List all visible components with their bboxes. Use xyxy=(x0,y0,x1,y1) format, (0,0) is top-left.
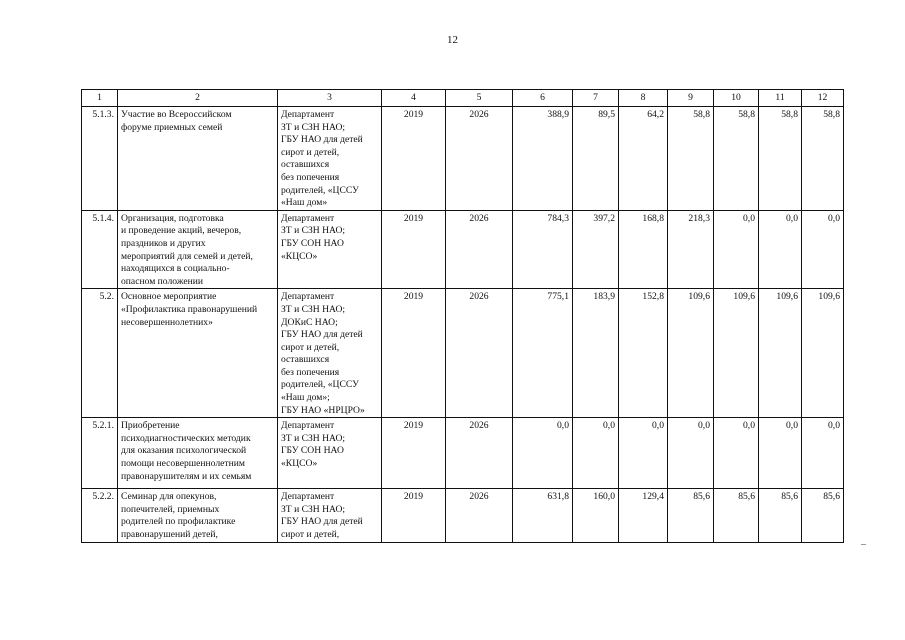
column-header: 7 xyxy=(573,90,619,107)
executor: Департамент ЗТ и СЗН НАО; ГБУ СОН НАО «КЦСО» xyxy=(278,210,382,289)
value-cell: 85,6 xyxy=(714,489,759,542)
column-header: 10 xyxy=(714,90,759,107)
column-header: 8 xyxy=(619,90,668,107)
value-cell: 0,0 xyxy=(802,210,844,289)
table-row xyxy=(82,418,844,489)
page-number: 12 xyxy=(447,34,458,46)
value-cell: 85,6 xyxy=(759,489,802,542)
row-number: 5.1.4. xyxy=(82,210,118,289)
activity-name: Основное мероприятие «Профилактика правонарушений несовершеннолетних» xyxy=(118,289,278,418)
value-cell: 64,2 xyxy=(619,107,668,211)
start-year: 2019 xyxy=(382,489,446,542)
table-row xyxy=(82,289,844,418)
column-header: 11 xyxy=(759,90,802,107)
value-cell: 0,0 xyxy=(513,418,573,489)
value-cell: 109,6 xyxy=(668,289,714,418)
value-cell: 183,9 xyxy=(573,289,619,418)
value-cell: 58,8 xyxy=(802,107,844,211)
value-cell: 0,0 xyxy=(714,418,759,489)
executor: Департамент ЗТ и СЗН НАО; ГБУ НАО для детей сирот и детей, xyxy=(278,489,382,542)
table-row xyxy=(82,107,844,211)
row-number: 5.1.3. xyxy=(82,107,118,211)
end-year: 2026 xyxy=(446,418,513,489)
end-year: 2026 xyxy=(446,107,513,211)
value-cell: 631,8 xyxy=(513,489,573,542)
start-year: 2019 xyxy=(382,107,446,211)
executor: Департамент ЗТ и СЗН НАО; ДОКиС НАО; ГБУ НАО для детей сирот и детей, оставшихся без попечения родителей, «ЦССУ «Наш дом»; ГБУ НАО «НРЦРО» xyxy=(278,289,382,418)
value-cell: 0,0 xyxy=(573,418,619,489)
start-year: 2019 xyxy=(382,210,446,289)
start-year: 2019 xyxy=(382,289,446,418)
end-year: 2026 xyxy=(446,210,513,289)
column-header: 5 xyxy=(446,90,513,107)
column-header: 2 xyxy=(118,90,278,107)
header-row xyxy=(82,90,844,107)
value-cell: 129,4 xyxy=(619,489,668,542)
value-cell: 109,6 xyxy=(714,289,759,418)
column-header: 4 xyxy=(382,90,446,107)
value-cell: 0,0 xyxy=(714,210,759,289)
value-cell: 397,2 xyxy=(573,210,619,289)
value-cell: 58,8 xyxy=(759,107,802,211)
column-header: 12 xyxy=(802,90,844,107)
column-header: 6 xyxy=(513,90,573,107)
value-cell: 89,5 xyxy=(573,107,619,211)
executor: Департамент ЗТ и СЗН НАО; ГБУ НАО для детей сирот и детей, оставшихся без попечения родителей, «ЦССУ «Наш дом» xyxy=(278,107,382,211)
value-cell: 0,0 xyxy=(759,418,802,489)
value-cell: 784,3 xyxy=(513,210,573,289)
value-cell: 0,0 xyxy=(759,210,802,289)
value-cell: 0,0 xyxy=(619,418,668,489)
value-cell: 85,6 xyxy=(668,489,714,542)
table-row xyxy=(82,489,844,542)
column-header: 1 xyxy=(82,90,118,107)
row-number: 5.2.2. xyxy=(82,489,118,542)
value-cell: 388,9 xyxy=(513,107,573,211)
value-cell: 152,8 xyxy=(619,289,668,418)
activity-name: Организация, подготовка и проведение акций, вечеров, праздников и других мероприятий для семей и детей, находящихся в социально- опасном положении xyxy=(118,210,278,289)
row-number: 5.2.1. xyxy=(82,418,118,489)
table-row xyxy=(82,210,844,289)
activity-name: Семинар для опекунов, попечителей, приемных родителей по профилактике правонарушений детей, xyxy=(118,489,278,542)
program-table xyxy=(81,89,844,543)
activity-name: Участие во Всероссийском форуме приемных семей xyxy=(118,107,278,211)
value-cell: 775,1 xyxy=(513,289,573,418)
activity-name: Приобретение психодиагностических методик для оказания психологической помощи несовершеннолетним правонарушителям и их семьям xyxy=(118,418,278,489)
executor: Департамент ЗТ и СЗН НАО; ГБУ СОН НАО «КЦСО» xyxy=(278,418,382,489)
scan-mark xyxy=(861,544,866,545)
value-cell: 109,6 xyxy=(759,289,802,418)
start-year: 2019 xyxy=(382,418,446,489)
value-cell: 85,6 xyxy=(802,489,844,542)
value-cell: 58,8 xyxy=(714,107,759,211)
value-cell: 168,8 xyxy=(619,210,668,289)
value-cell: 0,0 xyxy=(802,418,844,489)
value-cell: 109,6 xyxy=(802,289,844,418)
value-cell: 58,8 xyxy=(668,107,714,211)
column-header: 3 xyxy=(278,90,382,107)
value-cell: 160,0 xyxy=(573,489,619,542)
value-cell: 0,0 xyxy=(668,418,714,489)
column-header: 9 xyxy=(668,90,714,107)
end-year: 2026 xyxy=(446,489,513,542)
value-cell: 218,3 xyxy=(668,210,714,289)
end-year: 2026 xyxy=(446,289,513,418)
row-number: 5.2. xyxy=(82,289,118,418)
